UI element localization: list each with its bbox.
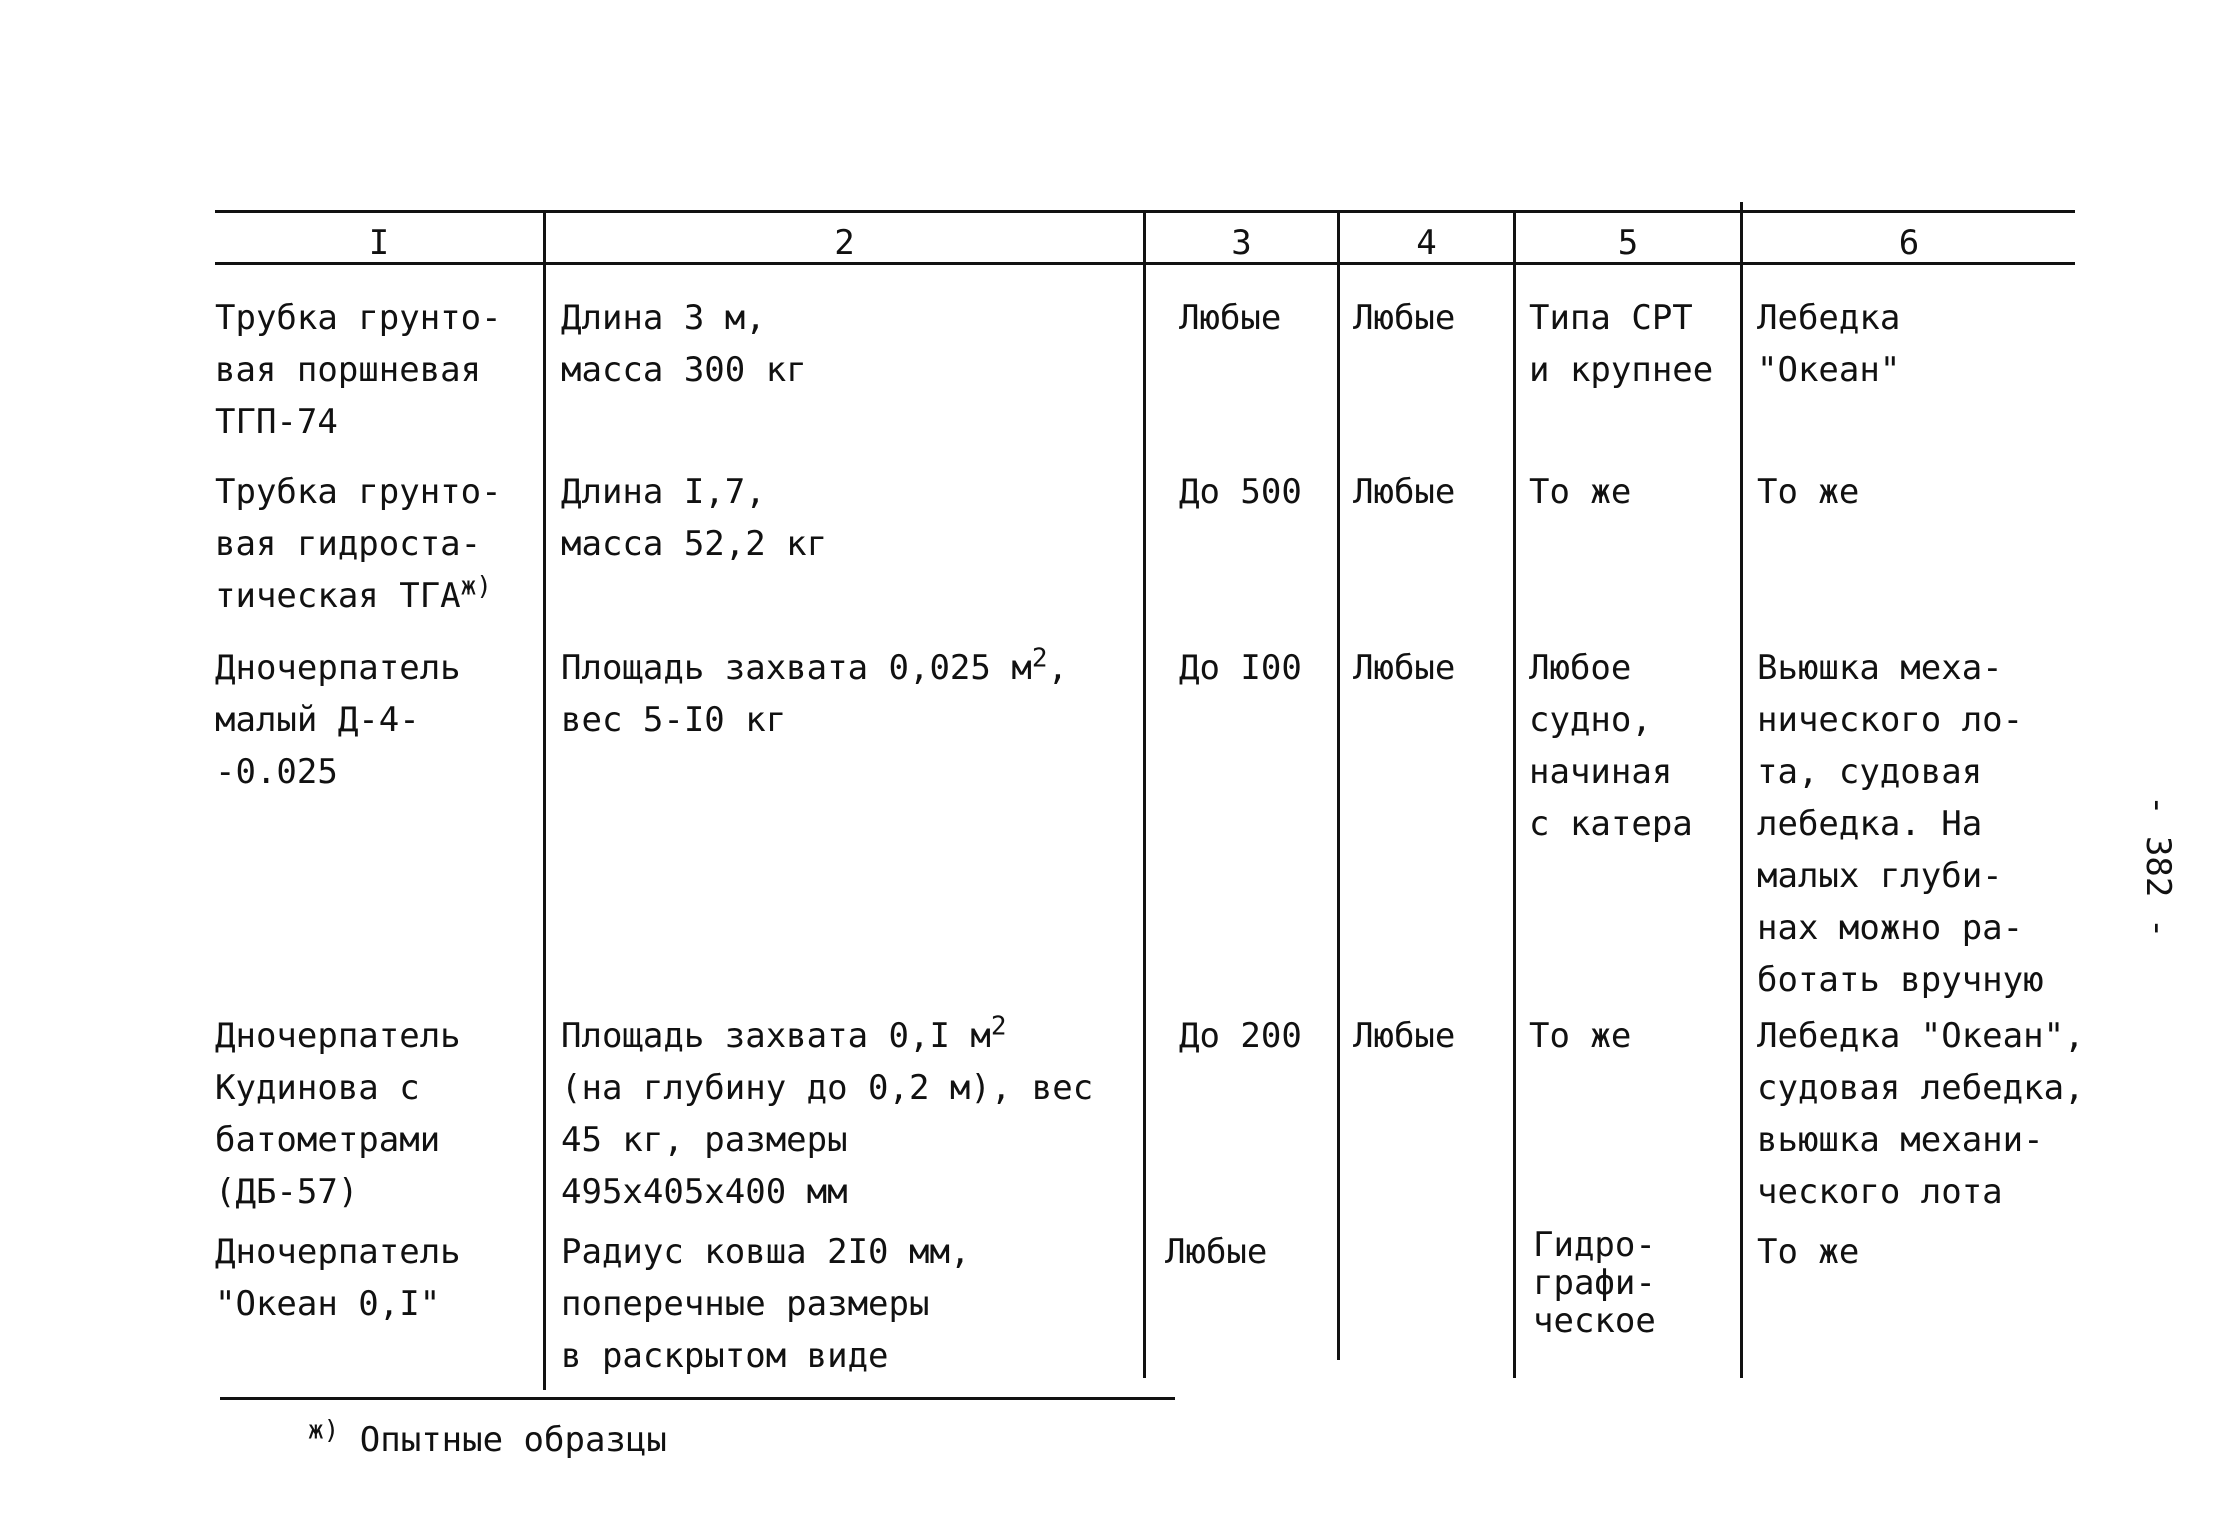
table-row-3-specs-comma: , [1047,648,1068,688]
table-row-3-specs-line2: вес 5-I0 кг [561,700,787,740]
table-row-3-specs [561,642,1068,746]
table-row-3-conditions: Любые [1353,648,1456,688]
superscript-2: 2 [1031,643,1048,674]
table-row-2-name-text: Трубка грунто- вая гидроста- тическая ТГА [215,472,502,616]
table-row-4-vessel: То же [1529,1016,1632,1056]
column-header-5: 5 [1617,223,1639,263]
table-row-1-specs: Длина 3 м, масса 300 кг [561,298,807,390]
table-row-4-specs-line1: Площадь захвата 0,I м [561,1016,991,1056]
table-row-4-name: Дночерпатель Кудинова с батометрами (ДБ-57) [215,1016,461,1212]
column-header-6: 6 [1898,223,1920,263]
table-row-3-specs-line1: Площадь захвата 0,025 м [561,648,1032,688]
table-row-5-winch: То же [1757,1232,1860,1272]
table-row-4-specs-rest: (на глубину до 0,2 м), вес 45 кг, размеры 495х405х400 мм [561,1068,1094,1212]
table-row-3-name: Дночерпатель малый Д-4- -0.025 [215,648,461,792]
table-row-2-name [215,466,502,622]
table-row-2-conditions: Любые [1353,472,1456,512]
table-row-3-depth: До I00 [1179,648,1302,688]
table-row-5-specs: Радиус ковша 2I0 мм, поперечные размеры в раскрытом виде [561,1232,971,1376]
superscript-2: 2 [990,1011,1007,1042]
column-divider-1 [543,210,546,1390]
table-row-1-conditions: Любые [1353,298,1456,338]
column-header-2: 2 [834,223,855,263]
table-row-2-winch: То же [1757,472,1860,512]
table-row-1-vessel: Типа СРТ и крупнее [1529,298,1714,390]
column-divider-2 [1143,210,1146,1378]
table-row-3-winch: Вьюшка меха- нического ло- та, судовая лебедка. На малых глуби- нах можно ра- ботать вручную [1757,648,2044,1000]
table-bottom-rule [220,1397,1175,1400]
column-header-1: I [368,223,390,263]
table-row-1-depth: Любые [1179,298,1282,338]
column-header-4: 4 [1416,223,1437,263]
footnote-mark: ж) [308,1415,340,1446]
table-row-5-vessel: Гидро- графи- ческое [1533,1225,1656,1341]
column-divider-4 [1513,210,1516,1378]
table-row-2-specs: Длина I,7, масса 52,2 кг [561,472,828,564]
column-header-3: 3 [1231,223,1252,263]
table-row-4-winch: Лебедка "Океан", судовая лебедка, вьюшка механи- ческого лота [1757,1016,2085,1212]
table-row-5-name: Дночерпатель "Океан 0,I" [215,1232,461,1324]
table-row-3-vessel: Любое судно, начиная с катера [1529,648,1693,844]
table-row-5-depth: Любые [1165,1232,1268,1272]
page-number: - 382 - [2138,795,2178,939]
footnote-reference-mark: ж) [460,571,492,602]
footnote-text: Опытные образцы [359,1420,667,1460]
table-row-4-depth: До 200 [1179,1016,1302,1056]
table-row-1-name: Трубка грунто- вая поршневая ТГП-74 [215,298,502,442]
column-divider-3 [1337,210,1340,1360]
column-divider-5 [1740,202,1743,1378]
table-row-2-vessel: То же [1529,472,1632,512]
table-row-2-depth: До 500 [1179,472,1302,512]
table-row-4-specs [561,1010,1093,1218]
equipment-table [215,210,2085,1400]
table-row-1-winch: Лебедка "Океан" [1757,298,1901,390]
table-row-4-conditions: Любые [1353,1016,1456,1056]
footnote [308,1415,667,1462]
